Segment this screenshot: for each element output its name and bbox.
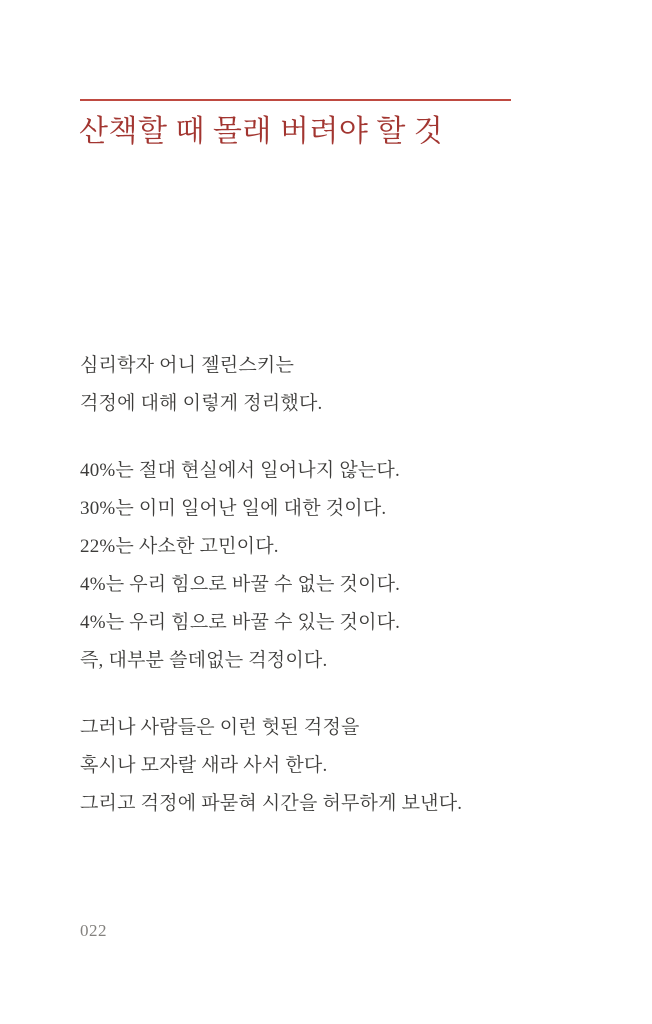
body-line: 22%는 사소한 고민이다. [80,536,279,557]
body-line: 혹시나 모자랄 새라 사서 한다. [80,755,328,776]
body-line: 즉, 대부분 쓸데없는 걱정이다. [80,650,328,671]
paragraph-conclusion [80,709,540,823]
body-line: 40%는 절대 현실에서 일어나지 않는다. [80,460,400,481]
body-line: 4%는 우리 힘으로 바꿀 수 없는 것이다. [80,574,401,595]
body-line: 30%는 이미 일어난 일에 대한 것이다. [80,498,387,519]
body-line: 그리고 걱정에 파묻혀 시간을 허무하게 보낸다. [80,793,463,814]
paragraph-statistics [80,452,540,680]
chapter-title-rule [80,99,511,101]
body-line: 심리학자 어니 젤린스키는 [80,355,294,376]
body-line: 4%는 우리 힘으로 바꿀 수 있는 것이다. [80,612,401,633]
body-line: 걱정에 대해 이렇게 정리했다. [80,393,323,414]
chapter-title: 산책할 때 몰래 버려야 할 것 [79,115,444,148]
body-line: 그러나 사람들은 이런 헛된 걱정을 [80,717,360,738]
body-text [80,347,540,823]
page-number: 022 [80,921,107,940]
paragraph-intro [80,347,540,423]
